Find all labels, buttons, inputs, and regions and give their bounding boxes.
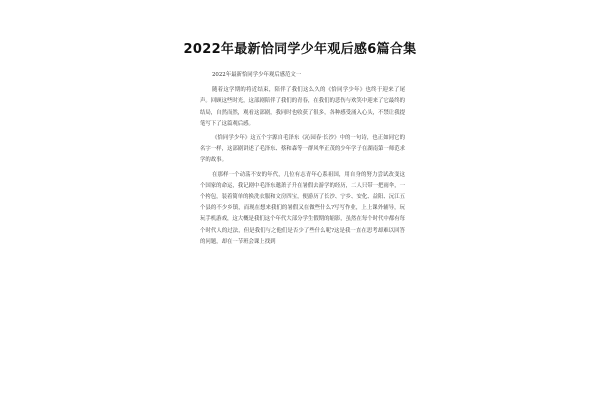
document-title: 2022年最新恰同学少年观后感6篇合集	[183, 42, 417, 57]
document-body	[200, 70, 405, 251]
paragraph: 《恰同学少年》这五个字源自毛泽东《沁园春·长沙》中的一句诗，也正如同它的名字一样，这部剧讲述了毛泽东、蔡和森等一群风华正茂的少年学子在湖南第一师范求学的故事。	[200, 135, 405, 164]
paragraph: 随着这学期的将近结束，陪伴了我们这么久的《恰同学少年》也终于迎来了尾声。回顾这些时光，这部剧陪伴了我们的青春，在我们的悲伤与欢笑中迎来了它最终的结局，自然而然，观看这部剧，我同时也收获了很多，各种感受涌入心头，不禁让我提笔写下了这篇观后感。	[200, 87, 405, 127]
paragraph: 在那样一个动荡不安的年代，几位有志青年心系祖国，用自身的努力尝试改变这个国家的命运，我记剧中毛泽东邀萧子升在暑假去游学的经历，二人只带一把雨伞，一个挎包，装着简单的换洗衣服和文房四宝，便游历了长沙、宁乡、安化、益阳、沅江五个县的不少乡镇，而现在想来我们的暑假又在做些什么?写写作业，上上课外辅导，玩玩手机游戏，这大概是我们这个年代大部分学生假期的缩影，虽然在每个时代中都有每个时代人的过法，但是我们与之他们是否少了些什么呢?这是我一直在思考却难以回答的问题，却在一节班会课上找到	[200, 171, 405, 245]
section-subtitle: 2022年最新恰同学少年观后感范文一	[212, 72, 302, 78]
